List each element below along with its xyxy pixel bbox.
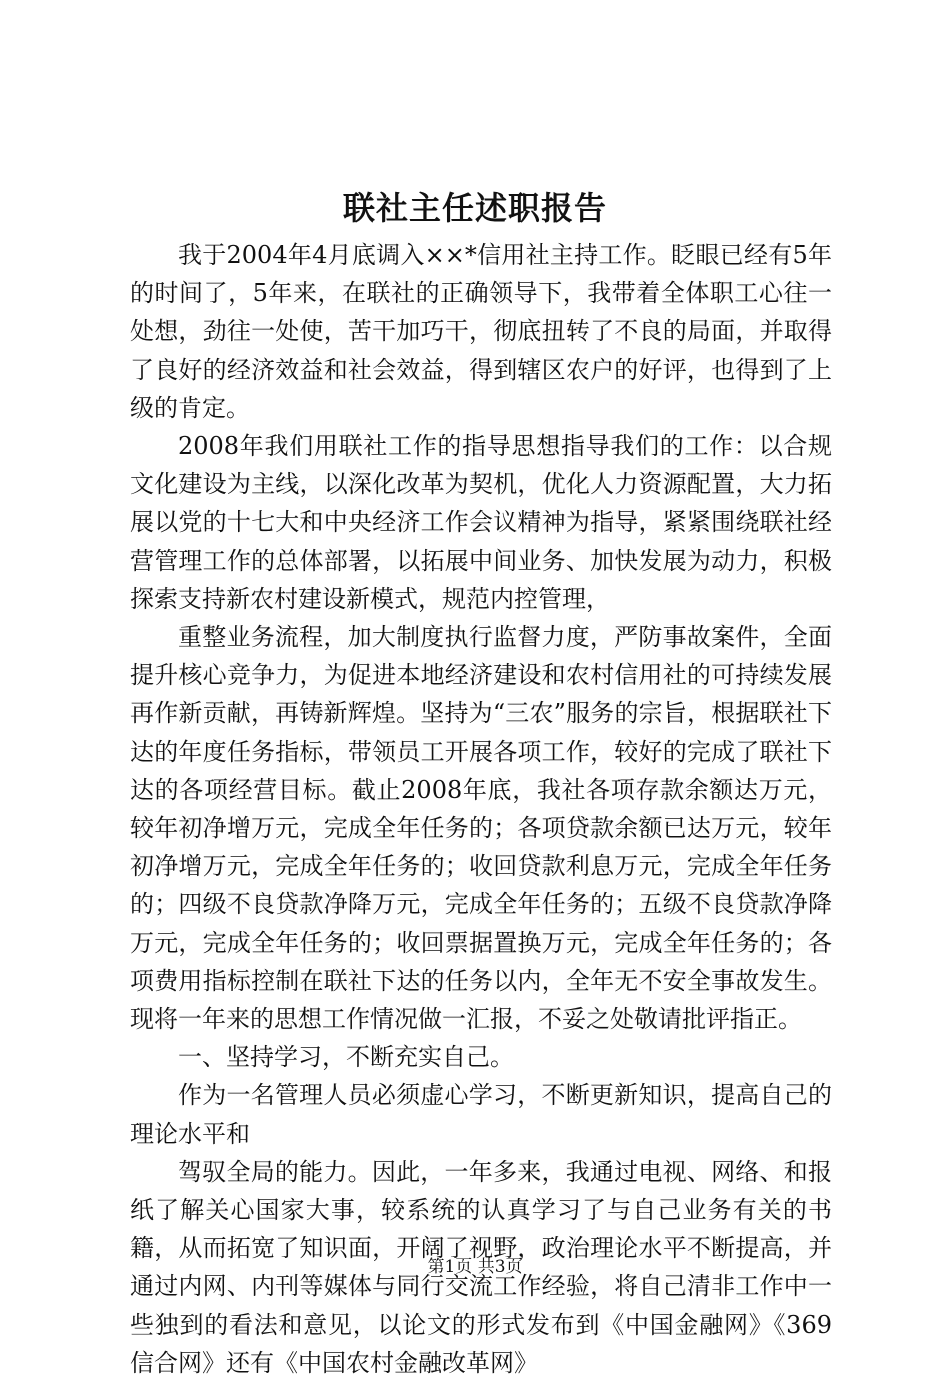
document-body — [130, 236, 832, 1382]
section-heading-study: 一、坚持学习，不断充实自己。 — [178, 1043, 514, 1072]
paragraph-intro: 我于2004年4月底调入××*信用社主持工作。眨眼已经有5年的时间了，5年来，在联社的正确领导下，我带着全体职工心往一处想，劲往一处使，苦干加巧干，彻底扭转了不良的局面，并取得了良好的经济效益和社会效益，得到辖区农户的好评，也得到了上级的肯定。 — [130, 241, 832, 422]
page-number-footer: 第1页 共3页 — [427, 1257, 523, 1277]
paragraph-guiding-thought: 2008年我们用联社工作的指导思想指导我们的工作：以合规文化建设为主线，以深化改革为契机，优化人力资源配置，大力拓展以党的十七大和中央经济工作会议精神为指导，紧紧围绕联社经营管理工作的总体部署，以拓展中间业务、加快发展为动力，积极探索支持新农村建设新模式，规范内控管理， — [130, 432, 832, 613]
paragraph-study-intro: 作为一名管理人员必须虚心学习，不断更新知识，提高自己的理论水平和 — [130, 1081, 832, 1148]
document-title: 联社主任述职报告 — [342, 189, 607, 227]
paragraph-study-detail: 驾驭全局的能力。因此，一年多来，我通过电视、网络、和报纸了解关心国家大事，较系统的认真学习了与自己业务有关的书籍，从而拓宽了知识面，开阔了视野，政治理论水平不断提高，并通过内网、内刊等媒体与同行交流工作经验，将自己清非工作中一些独到的看法和意见，以论文的形式发布到《中国金融网》《369信合网》还有《中国农村金融改革网》 — [130, 1157, 832, 1377]
paragraph-results: 重整业务流程，加大制度执行监督力度，严防事故案件，全面提升核心竞争力，为促进本地经济建设和农村信用社的可持续发展再作新贡献，再铸新辉煌。坚持为“三农”服务的宗旨，根据联社下达的年度任务指标，带领员工开展各项工作，较好的完成了联社下达的各项经营目标。截止2008年底，我社各项存款余额达万元，较年初净增万元，完成全年任务的；各项贷款余额已达万元，较年初净增万元，完成全年任务的；收回贷款利息万元，完成全年任务的；四级不良贷款净降万元，完成全年任务的；五级不良贷款净降万元，完成全年任务的；收回票据置换万元，完成全年任务的；各项费用指标控制在联社下达的任务以内，全年无不安全事故发生。现将一年来的思想工作情况做一汇报，不妥之处敬请批评指正。 — [130, 623, 832, 1034]
